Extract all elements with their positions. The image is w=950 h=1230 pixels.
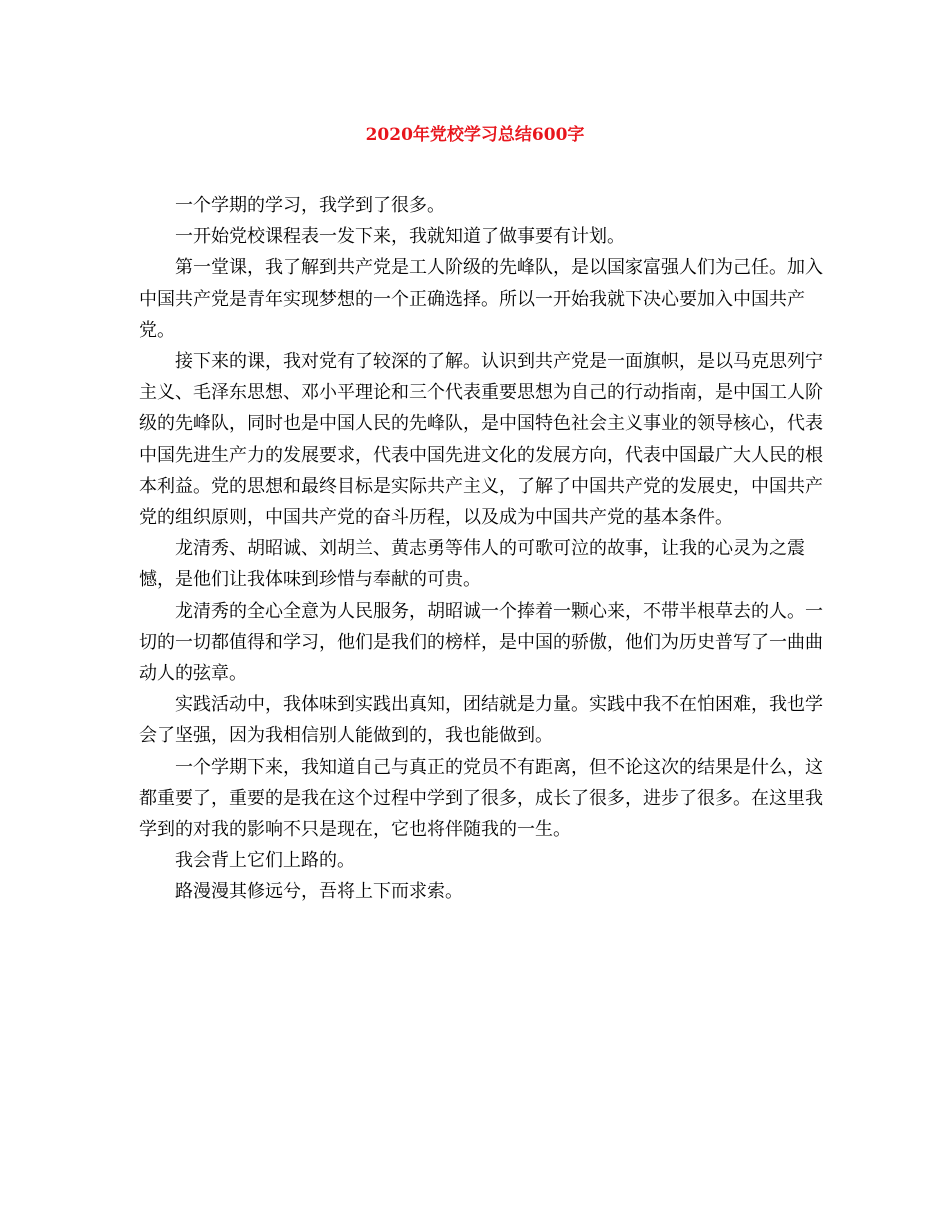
paragraph-1: 一个学期的学习，我学到了很多。: [175, 195, 445, 216]
paragraph-6: 龙清秀的全心全意为人民服务，胡昭诚一个捧着一颗心来，不带半根草去的人。一切的一切都值得和学习，他们是我们的榜样，是中国的骄傲，他们为历史普写了一曲曲动人的弦章。: [139, 600, 823, 685]
document-title: 2020年党校学习总结600字: [365, 125, 585, 145]
paragraph-7: 实践活动中，我体味到实践出真知，团结就是力量。实践中我不在怕困难，我也学会了坚强，因为我相信别人能做到的，我也能做到。: [139, 694, 823, 747]
paragraph-4: 接下来的课，我对党有了较深的了解。认识到共产党是一面旗帜，是以马克思列宁主义、毛泽东思想、邓小平理论和三个代表重要思想为自己的行动指南，是中国工人阶级的先峰队，同时也是中国人民的先峰队，是中国特色社会主义事业的领导核心，代表中国先进生产力的发展要求，代表中国先进文化的发展方向，代表中国最广大人民的根本利益。党的思想和最终目标是实际共产主义，了解了中国共产党的发展史，中国共产党的组织原则，中国共产党的奋斗历程，以及成为中国共产党的基本条件。: [139, 351, 823, 529]
paragraph-10: 路漫漫其修远兮，吾将上下而求索。: [175, 881, 463, 903]
paragraph-3: 第一堂课，我了解到共产党是工人阶级的先峰队，是以国家富强人们为己任。加入中国共产党是青年实现梦想的一个正确选择。所以一开始我就下决心要加入中国共产党。: [139, 257, 823, 341]
paragraph-9: 我会背上它们上路的。: [175, 850, 355, 872]
paragraph-8: 一个学期下来，我知道自己与真正的党员不有距离，但不论这次的结果是什么，这都重要了，重要的是我在这个过程中学到了很多，成长了很多，进步了很多。在这里我学到的对我的影响不只是现在，它也将伴随我的一生。: [139, 756, 823, 841]
paragraph-5: 龙清秀、胡昭诚、刘胡兰、黄志勇等伟人的可歌可泣的故事，让我的心灵为之震憾，是他们让我体味到珍惜与奉献的可贵。: [139, 538, 805, 591]
document-body: [139, 190, 829, 908]
paragraph-2: 一开始党校课程表一发下来，我就知道了做事要有计划。: [175, 226, 625, 248]
